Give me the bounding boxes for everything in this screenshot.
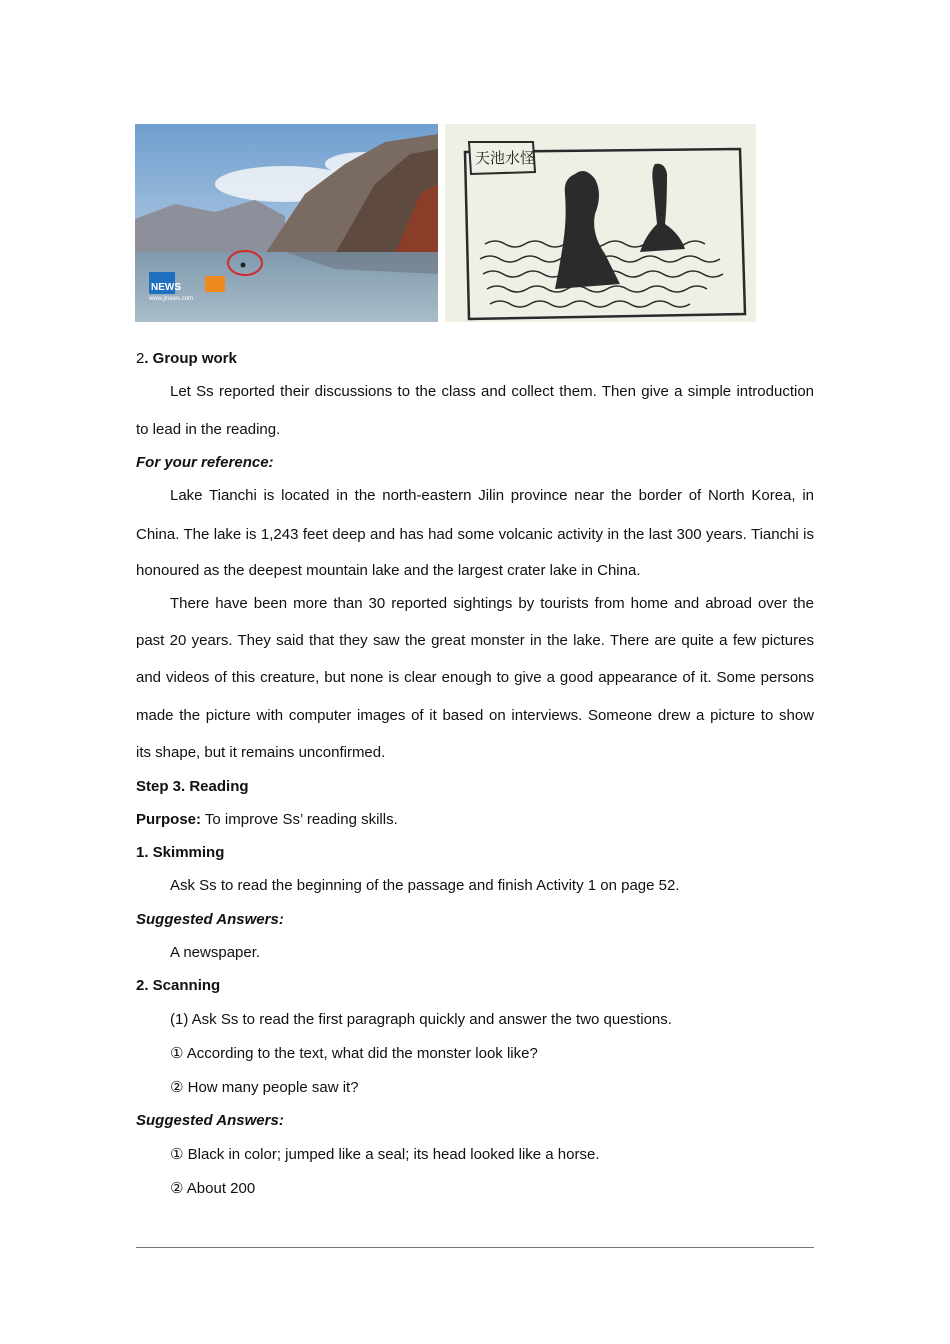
lake-photo	[135, 124, 438, 322]
paragraph-line: China. The lake is 1,243 feet deep and has had some volcanic activity in the last 300 years. Tianchi is	[136, 526, 814, 543]
skimming-text: Ask Ss to read the beginning of the passage and finish Activity 1 on page 52.	[170, 877, 680, 894]
answer-item: ② About 200	[170, 1180, 256, 1197]
sketch-title: 天池水怪	[475, 149, 536, 167]
answers-label: Suggested Answers:	[136, 911, 284, 928]
section-number: 2	[136, 350, 145, 367]
skimming-heading: 1. Skimming	[136, 844, 225, 861]
paragraph-line: Lake Tianchi is located in the north-eastern Jilin province near the border of North Korea, in	[170, 487, 814, 504]
photo-watermark-url: www.jlnews.com	[149, 296, 194, 302]
section-heading-group-work	[136, 349, 814, 369]
paragraph-line: past 20 years. They said that they saw the great monster in the lake. There are quite a few pictures	[136, 632, 814, 649]
section-title: . Group work	[144, 350, 237, 367]
answers-label: Suggested Answers:	[136, 1112, 284, 1129]
paragraph-line: its shape, but it remains unconfirmed.	[136, 744, 386, 761]
purpose-text: To improve Ss’ reading skills.	[201, 811, 398, 828]
photo-watermark: NEWS	[151, 282, 181, 293]
question-item: ① According to the text, what did the monster look like?	[170, 1045, 538, 1062]
purpose-line	[136, 810, 814, 830]
question-item: ② How many people saw it?	[170, 1079, 359, 1096]
paragraph-line: to lead in the reading.	[136, 421, 281, 438]
scanning-heading: 2. Scanning	[136, 977, 221, 994]
paragraph-line: honoured as the deepest mountain lake and the largest crater lake in China.	[136, 562, 641, 579]
paragraph-line: There have been more than 30 reported sightings by tourists from home and abroad over the	[170, 595, 814, 612]
footer-divider	[136, 1247, 814, 1248]
scanning-instruction: (1) Ask Ss to read the first paragraph quickly and answer the two questions.	[170, 1011, 672, 1028]
paragraph-line: made the picture with computer images of it based on interviews. Someone drew a picture to show	[136, 707, 814, 724]
reference-label: For your reference:	[136, 454, 274, 471]
answer-item: ① Black in color; jumped like a seal; its head looked like a horse.	[170, 1146, 600, 1163]
step-heading: Step 3. Reading	[136, 778, 249, 795]
answer-text: A newspaper.	[170, 944, 261, 961]
paragraph-line: and videos of this creature, but none is clear enough to give a good appearance of it. Some persons	[136, 669, 814, 686]
monster-sketch	[445, 124, 756, 322]
paragraph-line: Let Ss reported their discussions to the class and collect them. Then give a simple introduction	[170, 383, 814, 400]
purpose-label: Purpose:	[136, 811, 202, 828]
